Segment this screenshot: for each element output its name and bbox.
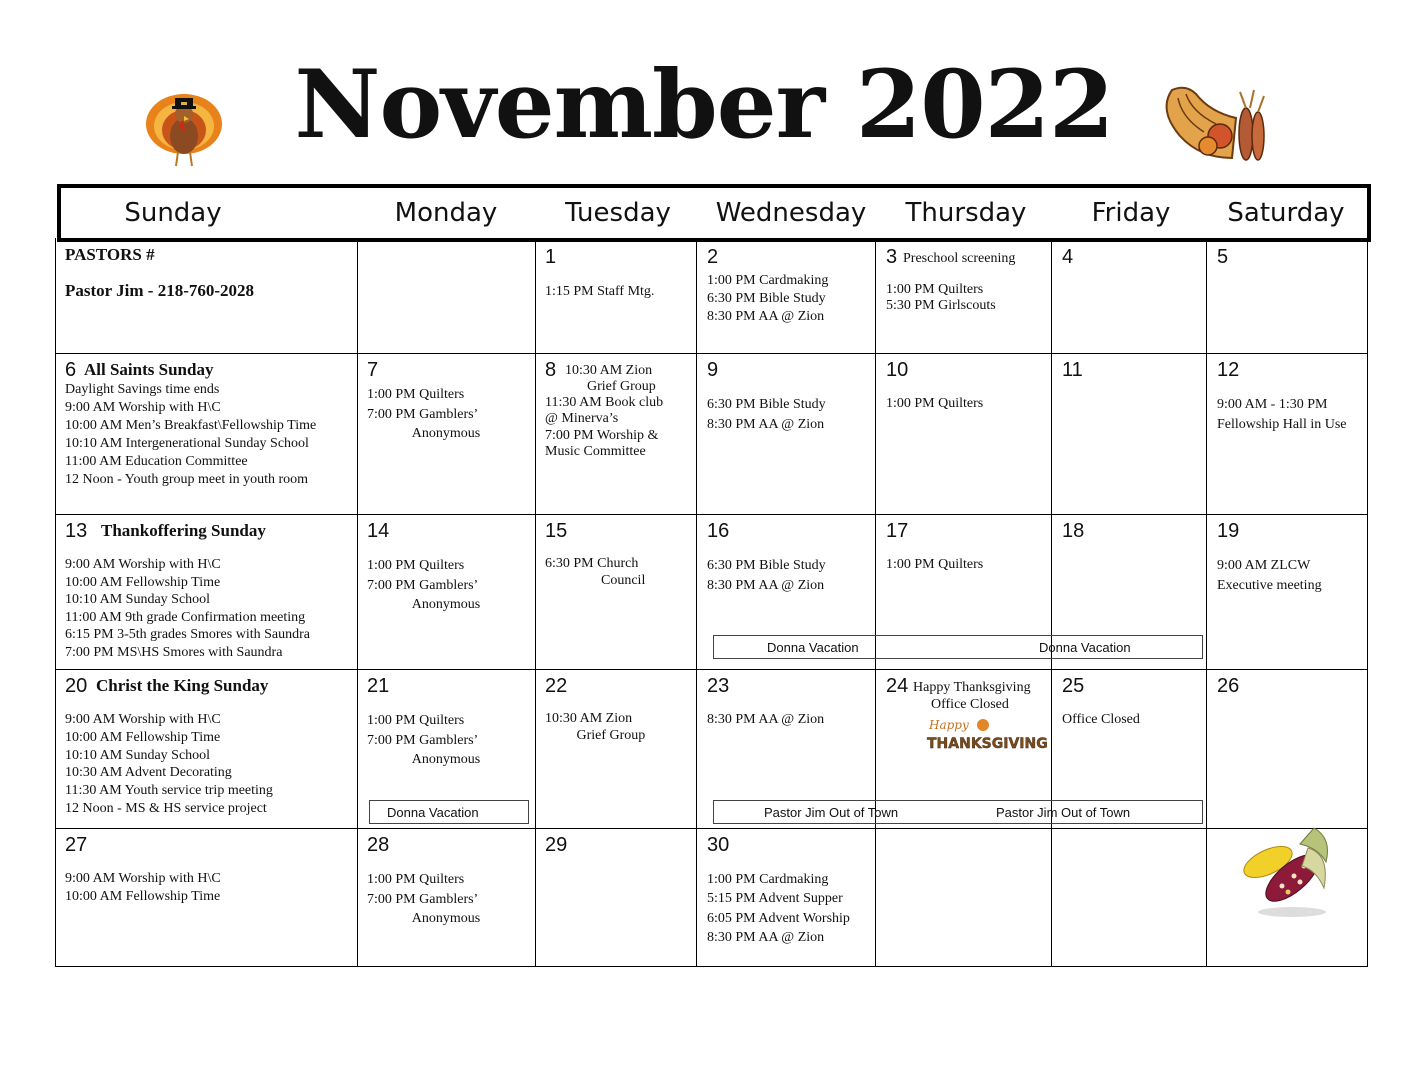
day-events: 1:00 PM Quilters 7:00 PM Gamblers’ Anonymous: [367, 387, 481, 441]
day-number: 8: [545, 359, 557, 381]
calendar-title: November 2022: [294, 50, 1114, 160]
day-number: 17: [886, 520, 909, 542]
pastors-heading: PASTORS #: [65, 245, 155, 264]
band-label: Donna Vacation: [387, 805, 479, 820]
day-number: 20: [65, 675, 88, 697]
day-title: All Saints Sunday: [84, 360, 214, 379]
day-number: 15: [545, 520, 568, 542]
day-events: 9:00 AM Worship with H\C 10:00 AM Fellowship Time 10:10 AM Sunday School 11:00 AM 9th grade Confirmation meeting 6:15 PM 3-5th grades Smores with Saundra 7:00 PM MS\HS Smores with Saundra: [65, 557, 310, 660]
day-number: 10: [886, 359, 909, 381]
svg-text:THANKSGIVING: THANKSGIVING: [927, 736, 1048, 752]
day-note: Happy Thanksgiving: [913, 680, 1031, 695]
weekday-friday: Friday: [1091, 198, 1171, 228]
day-number: 4: [1062, 246, 1074, 268]
weekday-header: [57, 184, 1371, 242]
day-events: 1:15 PM Staff Mtg.: [545, 284, 655, 299]
day-number: 27: [65, 834, 88, 856]
band-label: Donna Vacation: [1039, 640, 1131, 655]
pastors-contact: Pastor Jim - 218-760-2028: [65, 281, 255, 300]
day-events: 1:00 PM Cardmaking 6:30 PM Bible Study 8:30 PM AA @ Zion: [707, 273, 829, 324]
day-events: 1:00 PM Quilters 5:30 PM Girlscouts: [886, 282, 996, 313]
day-events: 1:00 PM Quilters 7:00 PM Gamblers’ Anonymous: [367, 558, 481, 612]
day-number: 25: [1062, 675, 1085, 697]
day-events: 9:00 AM Worship with H\C 10:00 AM Fellowship Time 10:10 AM Sunday School 10:30 AM Advent Decorating 11:30 AM Youth service trip meeting 12 Noon - MS & HS service project: [65, 712, 273, 816]
day-number: 24: [886, 675, 909, 697]
day-title: Thankoffering Sunday: [101, 521, 266, 540]
weekday-wednesday: Wednesday: [715, 198, 867, 228]
day-events: 1:00 PM Quilters: [886, 557, 984, 572]
day-number: 23: [707, 675, 730, 697]
day-events: 8:30 PM AA @ Zion: [707, 712, 825, 727]
day-number: 19: [1217, 520, 1240, 542]
weekday-monday: Monday: [394, 198, 498, 228]
day-number: 18: [1062, 520, 1085, 542]
day-events: 1:00 PM Quilters 7:00 PM Gamblers’ Anonymous: [367, 872, 481, 926]
day-number: 21: [367, 675, 390, 697]
day-events: 6:30 PM Church Council: [545, 556, 646, 588]
weekday-saturday: Saturday: [1227, 198, 1345, 228]
indian-corn-icon: [1238, 820, 1338, 920]
day-number: 13: [65, 520, 88, 542]
day-number: 28: [367, 834, 390, 856]
day-number: 1: [545, 246, 557, 268]
day-events: 9:00 AM Worship with H\C 10:00 AM Fellowship Time: [65, 871, 221, 904]
day-number: 16: [707, 520, 730, 542]
day-number: 22: [545, 675, 568, 697]
day-title: Christ the King Sunday: [96, 676, 269, 695]
day-number: 3: [886, 246, 898, 268]
donna-vacation-band-week3: [713, 635, 1203, 659]
day-number: 2: [707, 246, 719, 268]
day-events: 1:00 PM Quilters 7:00 PM Gamblers’ Anonymous: [367, 713, 481, 767]
day-note: Preschool screening: [903, 251, 1016, 266]
day-events: 6:30 PM Bible Study 8:30 PM AA @ Zion: [707, 558, 826, 593]
donna-vacation-band-week4: [369, 800, 529, 824]
turkey-icon: [143, 86, 225, 170]
day-events: Office Closed: [1062, 712, 1140, 727]
band-label: Pastor Jim Out of Town: [996, 805, 1131, 820]
weekday-sunday: Sunday: [124, 198, 222, 228]
day-events: Grief Group 11:30 AM Book club @ Minerva’s 7:00 PM Worship & Music Committee: [545, 379, 664, 459]
day-number: 14: [367, 520, 390, 542]
weekday-thursday: Thursday: [905, 198, 1027, 228]
day-events: 10:30 AM Zion Grief Group: [545, 711, 646, 743]
day-events: 1:00 PM Quilters: [886, 396, 984, 411]
happy-thanksgiving-sticker-icon: [925, 715, 1048, 755]
day-events: Daylight Savings time ends 9:00 AM Worship with H\C 10:00 AM Men’s Breakfast\Fellowship Time 10:10 AM Intergenerational Sunday School 11:00 AM Education Committee 12 Noon - Youth group meet in youth room: [65, 382, 317, 487]
day-events: 6:30 PM Bible Study 8:30 PM AA @ Zion: [707, 397, 826, 432]
band-label: Pastor Jim Out of Town: [764, 805, 899, 820]
band-label: Donna Vacation: [767, 640, 859, 655]
weekday-tuesday: Tuesday: [565, 198, 671, 228]
day-events: 1:00 PM Cardmaking 5:15 PM Advent Supper 6:05 PM Advent Worship 8:30 PM AA @ Zion: [707, 872, 850, 945]
calendar-grid: [55, 238, 1368, 967]
day-number: 9: [707, 359, 719, 381]
day-number: 5: [1217, 246, 1229, 268]
day-events: Office Closed: [931, 697, 1009, 712]
day-number: 7: [367, 359, 379, 381]
day-number: 29: [545, 834, 568, 856]
day-events: 9:00 AM ZLCW Executive meeting: [1217, 558, 1322, 593]
day-number: 26: [1217, 675, 1240, 697]
day-number: 11: [1062, 359, 1083, 381]
day-number: 6: [65, 359, 77, 381]
day-number: 30: [707, 834, 730, 856]
svg-text:Happy: Happy: [929, 718, 969, 732]
day-note: 10:30 AM Zion: [565, 363, 653, 378]
pastor-out-band-week4: [713, 800, 1203, 824]
day-number: 12: [1217, 359, 1240, 381]
cornucopia-icon: [1158, 80, 1268, 174]
day-events: 9:00 AM - 1:30 PM Fellowship Hall in Use: [1217, 397, 1347, 432]
